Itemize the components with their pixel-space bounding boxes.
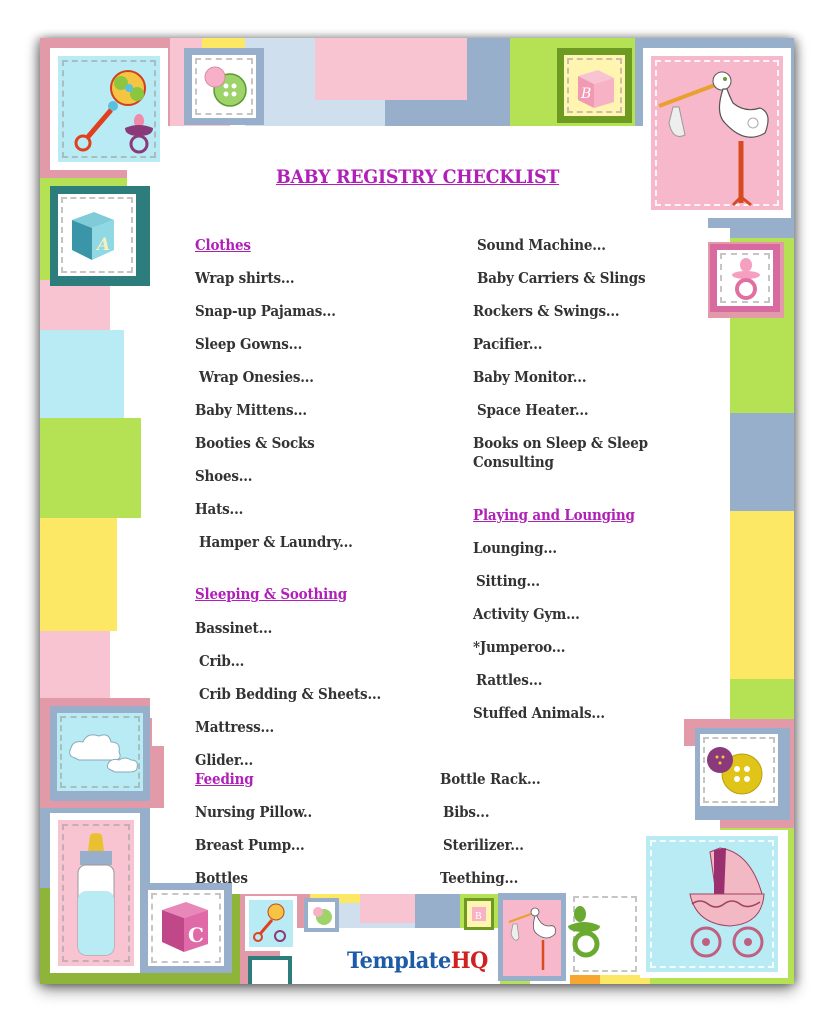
- list-item: Crib Bedding & Sheets...: [199, 686, 381, 703]
- list-item: Hamper & Laundry...: [199, 534, 353, 551]
- list-item: Mattress...: [195, 719, 275, 736]
- bottle-icon: [70, 833, 122, 958]
- bg-block: [467, 38, 510, 130]
- bg-block: [730, 679, 794, 719]
- bg-block: [40, 418, 141, 518]
- page-title: BABY REGISTRY CHECKLIST: [276, 166, 560, 188]
- stork-icon: [505, 904, 561, 974]
- list-item: Booties & Socks: [195, 435, 315, 452]
- button-icon: [704, 742, 774, 802]
- section-heading-sleeping: Sleeping & Soothing: [195, 586, 347, 603]
- logo-part-template: Template: [347, 948, 451, 974]
- list-item: Pacifier...: [473, 336, 543, 353]
- list-item: Breast Pump...: [195, 837, 305, 854]
- block-b-icon: [570, 62, 620, 112]
- list-item: Baby Monitor...: [473, 369, 587, 386]
- section-heading-clothes: Clothes: [195, 237, 251, 254]
- registry-page: [40, 38, 794, 984]
- list-item: Rockers & Swings...: [473, 303, 620, 320]
- cloud-icon: [65, 728, 145, 778]
- bg-block: [40, 280, 110, 330]
- block-b-icon: [469, 904, 489, 924]
- list-item: Consulting: [473, 454, 554, 471]
- list-item: Teething...: [440, 870, 519, 887]
- bg-block: [40, 631, 110, 698]
- svg-text:B: B: [581, 86, 592, 102]
- list-item: Sound Machine...: [477, 237, 606, 254]
- list-item: Nursing Pillow..: [195, 804, 313, 821]
- list-item: Shoes...: [195, 468, 253, 485]
- bg-block: [315, 38, 467, 100]
- list-item: Wrap Onesies...: [199, 369, 314, 386]
- templatehq-logo: [347, 948, 488, 974]
- list-item: Crib...: [199, 653, 245, 670]
- svg-text:C: C: [188, 923, 204, 947]
- block-a-icon: [68, 206, 128, 266]
- stork-icon: [655, 63, 785, 208]
- section-heading-playing: Playing and Lounging: [473, 507, 635, 524]
- rattle-icon: [65, 66, 165, 161]
- list-item: Snap-up Pajamas...: [195, 303, 336, 320]
- list-item: Sterilizer...: [443, 837, 524, 854]
- button-icon: [310, 903, 334, 927]
- svg-text:A: A: [97, 235, 111, 255]
- list-item: Activity Gym...: [473, 606, 580, 623]
- rattle-icon: [252, 902, 292, 946]
- list-item: Books on Sleep & Sleep: [473, 435, 648, 452]
- section-heading-feeding: Feeding: [195, 771, 254, 788]
- list-item: Bibs...: [443, 804, 490, 821]
- list-item: Lounging...: [473, 540, 557, 557]
- list-item: Bottles: [195, 870, 248, 887]
- list-item: *Jumperoo...: [473, 639, 566, 656]
- svg-text:B: B: [475, 912, 482, 922]
- list-item: Wrap shirts...: [195, 270, 295, 287]
- bg-block: [40, 518, 117, 631]
- content-panel: [150, 206, 708, 229]
- pacifier-icon: [564, 904, 608, 960]
- bg-block: [722, 413, 794, 511]
- list-item: Glider...: [195, 752, 254, 769]
- list-item: Bottle Rack...: [440, 771, 541, 788]
- list-item: Sitting...: [476, 573, 540, 590]
- list-item: Stuffed Animals...: [473, 705, 605, 722]
- list-item: Rattles...: [476, 672, 543, 689]
- list-item: Baby Carriers & Slings: [477, 270, 646, 287]
- list-item: Space Heater...: [477, 402, 589, 419]
- button-icon: [200, 62, 250, 112]
- list-item: Bassinet...: [195, 620, 273, 637]
- block-c-icon: [158, 898, 216, 958]
- list-item: Hats...: [195, 501, 244, 518]
- pacifier-icon: [728, 255, 764, 303]
- list-item: Sleep Gowns...: [195, 336, 303, 353]
- logo-part-hq: HQ: [450, 948, 488, 974]
- bg-block: [40, 330, 124, 418]
- stroller-icon: [670, 844, 780, 964]
- small-block-inner: [252, 960, 288, 984]
- list-item: Baby Mittens...: [195, 402, 307, 419]
